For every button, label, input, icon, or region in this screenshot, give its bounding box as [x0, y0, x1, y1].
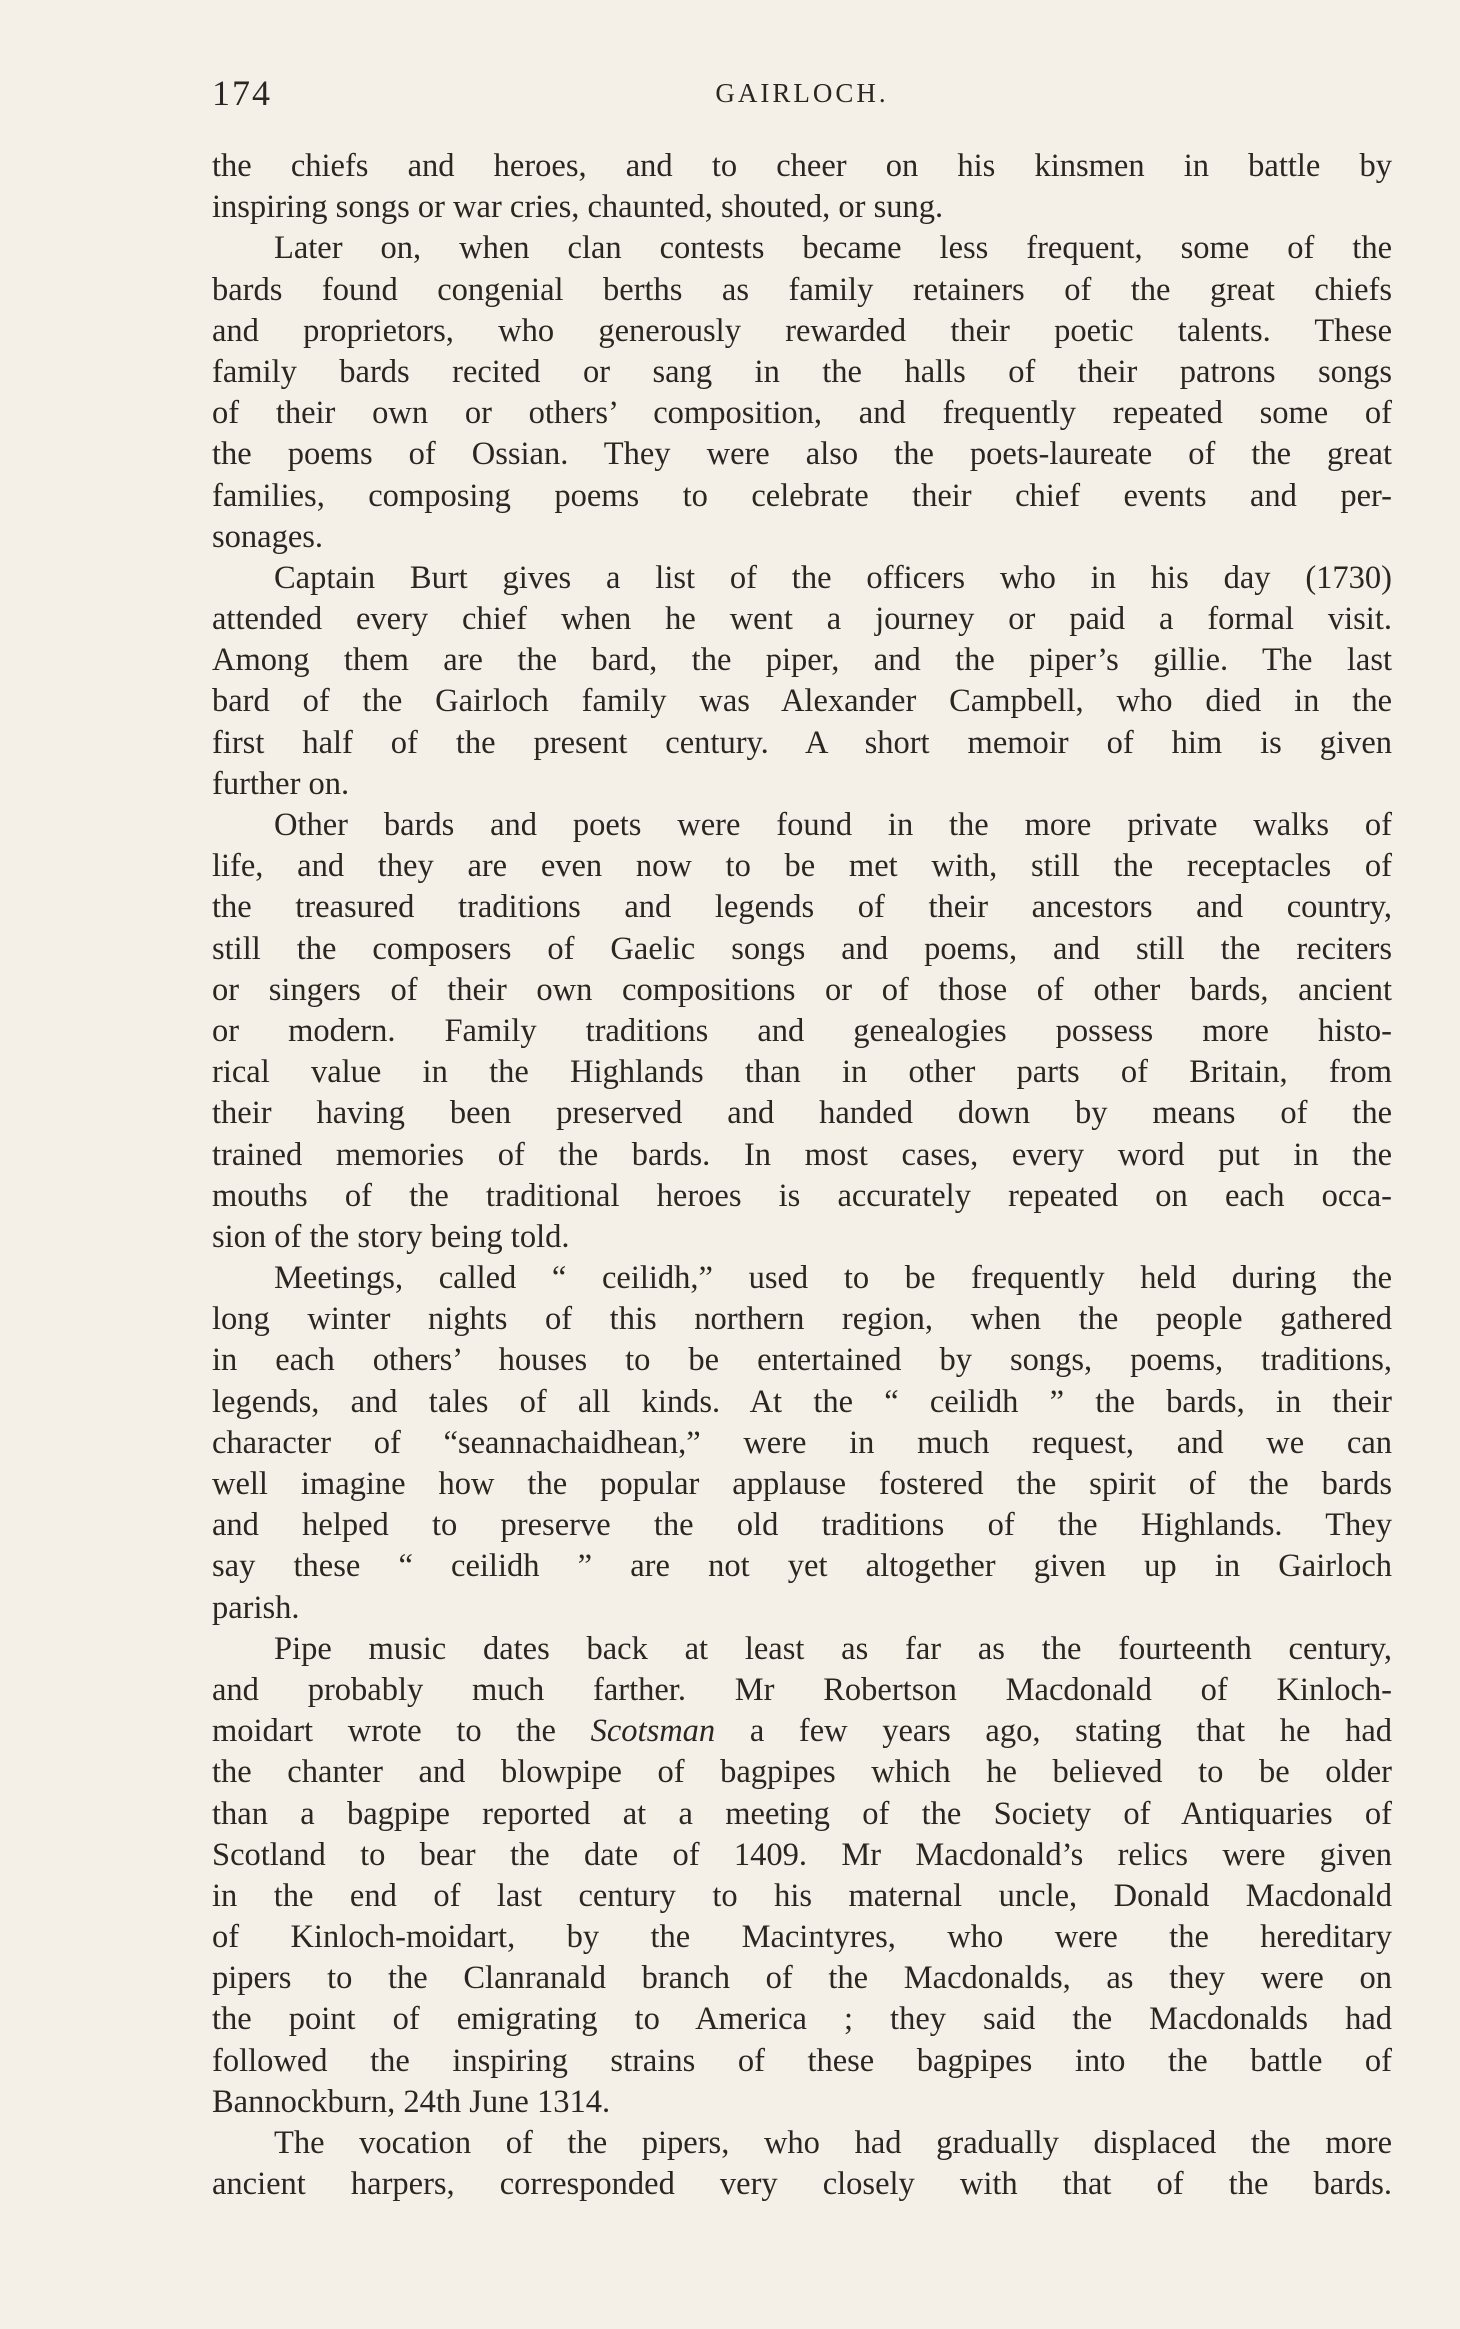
text-line: first half of the present century. A short memoir of him is given	[212, 724, 1392, 761]
text-line: followed the inspiring strains of these bagpipes into the battle of	[212, 2042, 1392, 2079]
text-segment: a few years ago, stating that he had	[715, 1713, 1392, 1750]
text-line: attended every chief when he went a journey or paid a formal visit.	[212, 601, 1392, 638]
text-line: families, composing poems to celebrate their chief events and per-	[212, 477, 1392, 514]
text-line: The vocation of the pipers, who had gradually displaced the more	[274, 2125, 1392, 2161]
text-line: bards found congenial berths as family retainers of the great chiefs	[212, 271, 1392, 308]
text-line: Later on, when clan contests became less frequent, some of the	[274, 230, 1392, 267]
text-line: life, and they are even now to be met with, still the receptacles of	[212, 848, 1392, 885]
text-line: or singers of their own compositions or of those of other bards, ancient	[212, 971, 1392, 1008]
text-line: and helped to preserve the old traditions of the Highlands. They	[212, 1507, 1392, 1544]
text-line: Bannockburn, 24th June 1314.	[212, 2083, 611, 2120]
text-line	[212, 1711, 1392, 1752]
page-number: 174	[212, 73, 272, 113]
text-line: Pipe music dates back at least as far as the fourteenth century,	[274, 1630, 1392, 1667]
text-line: sion of the story being told.	[212, 1218, 570, 1255]
text-line: parish.	[212, 1589, 300, 1626]
text-line: Scotland to bear the date of 1409. Mr Macdonald’s relics were given	[212, 1836, 1392, 1873]
text-line: legends, and tales of all kinds. At the “ ceilidh ” the bards, in their	[212, 1383, 1392, 1420]
text-line: trained memories of the bards. In most cases, every word put in the	[212, 1136, 1392, 1173]
text-line: of Kinloch-moidart, by the Macintyres, who were the hereditary	[212, 1919, 1392, 1956]
text-line: family bards recited or sang in the halls of their patrons songs	[212, 353, 1392, 390]
text-line: of their own or others’ composition, and frequently repeated some of	[212, 395, 1392, 432]
text-line: Among them are the bard, the piper, and the piper’s gillie. The last	[212, 642, 1392, 679]
text-line: and proprietors, who generously rewarded their poetic talents. These	[212, 312, 1392, 349]
running-title: GAIRLOCH.	[715, 78, 889, 108]
text-line: the chiefs and heroes, and to cheer on his kinsmen in battle by	[212, 148, 1392, 184]
text-line: further on.	[212, 765, 350, 802]
running-head	[212, 72, 1392, 122]
text-line: character of “seannachaidhean,” were in much request, and we can	[212, 1424, 1392, 1461]
text-line: pipers to the Clanranald branch of the Macdonalds, as they were on	[212, 1960, 1392, 1997]
text-line: mouths of the traditional heroes is accurately repeated on each occa-	[212, 1177, 1392, 1214]
text-line: long winter nights of this northern region, when the people gathered	[212, 1301, 1392, 1338]
text-line: the poems of Ossian. They were also the poets-laureate of the great	[212, 436, 1392, 473]
text-line: the point of emigrating to America ; they said the Macdonalds had	[212, 2001, 1392, 2038]
text-line: than a bagpipe reported at a meeting of the Society of Antiquaries of	[212, 1795, 1392, 1832]
italic-title: Scotsman	[590, 1713, 716, 1750]
text-line: well imagine how the popular applause fostered the spirit of the bards	[212, 1466, 1392, 1502]
text-line: their having been preserved and handed down by means of the	[212, 1095, 1392, 1132]
text-line: Other bards and poets were found in the more private walks of	[274, 807, 1392, 843]
text-line: in each others’ houses to be entertained by songs, poems, traditions,	[212, 1342, 1392, 1379]
text-line: Meetings, called “ ceilidh,” used to be frequently held during the	[274, 1260, 1392, 1297]
text-line: rical value in the Highlands than in other parts of Britain, from	[212, 1054, 1392, 1091]
text-line: the chanter and blowpipe of bagpipes which he believed to be older	[212, 1754, 1392, 1791]
body-text	[212, 146, 1392, 2205]
text-line: ancient harpers, corresponded very closely with that of the bards.	[212, 2166, 1392, 2203]
text-line: the treasured traditions and legends of their ancestors and country,	[212, 889, 1392, 926]
text-line: in the end of last century to his maternal uncle, Donald Macdonald	[212, 1877, 1392, 1914]
text-line: still the composers of Gaelic songs and poems, and still the reciters	[212, 930, 1392, 967]
text-line: bard of the Gairloch family was Alexander Campbell, who died in the	[212, 683, 1392, 720]
text-line: inspiring songs or war cries, chaunted, shouted, or sung.	[212, 189, 944, 226]
text-line: or modern. Family traditions and genealogies possess more histo-	[212, 1012, 1392, 1049]
text-segment: moidart wrote to the	[212, 1713, 591, 1750]
text-line: Captain Burt gives a list of the officers who in his day (1730)	[274, 559, 1392, 596]
text-line: say these “ ceilidh ” are not yet altogether given up in Gairloch	[212, 1548, 1392, 1585]
text-line: and probably much farther. Mr Robertson Macdonald of Kinloch-	[212, 1671, 1392, 1708]
text-line: sonages.	[212, 518, 324, 555]
